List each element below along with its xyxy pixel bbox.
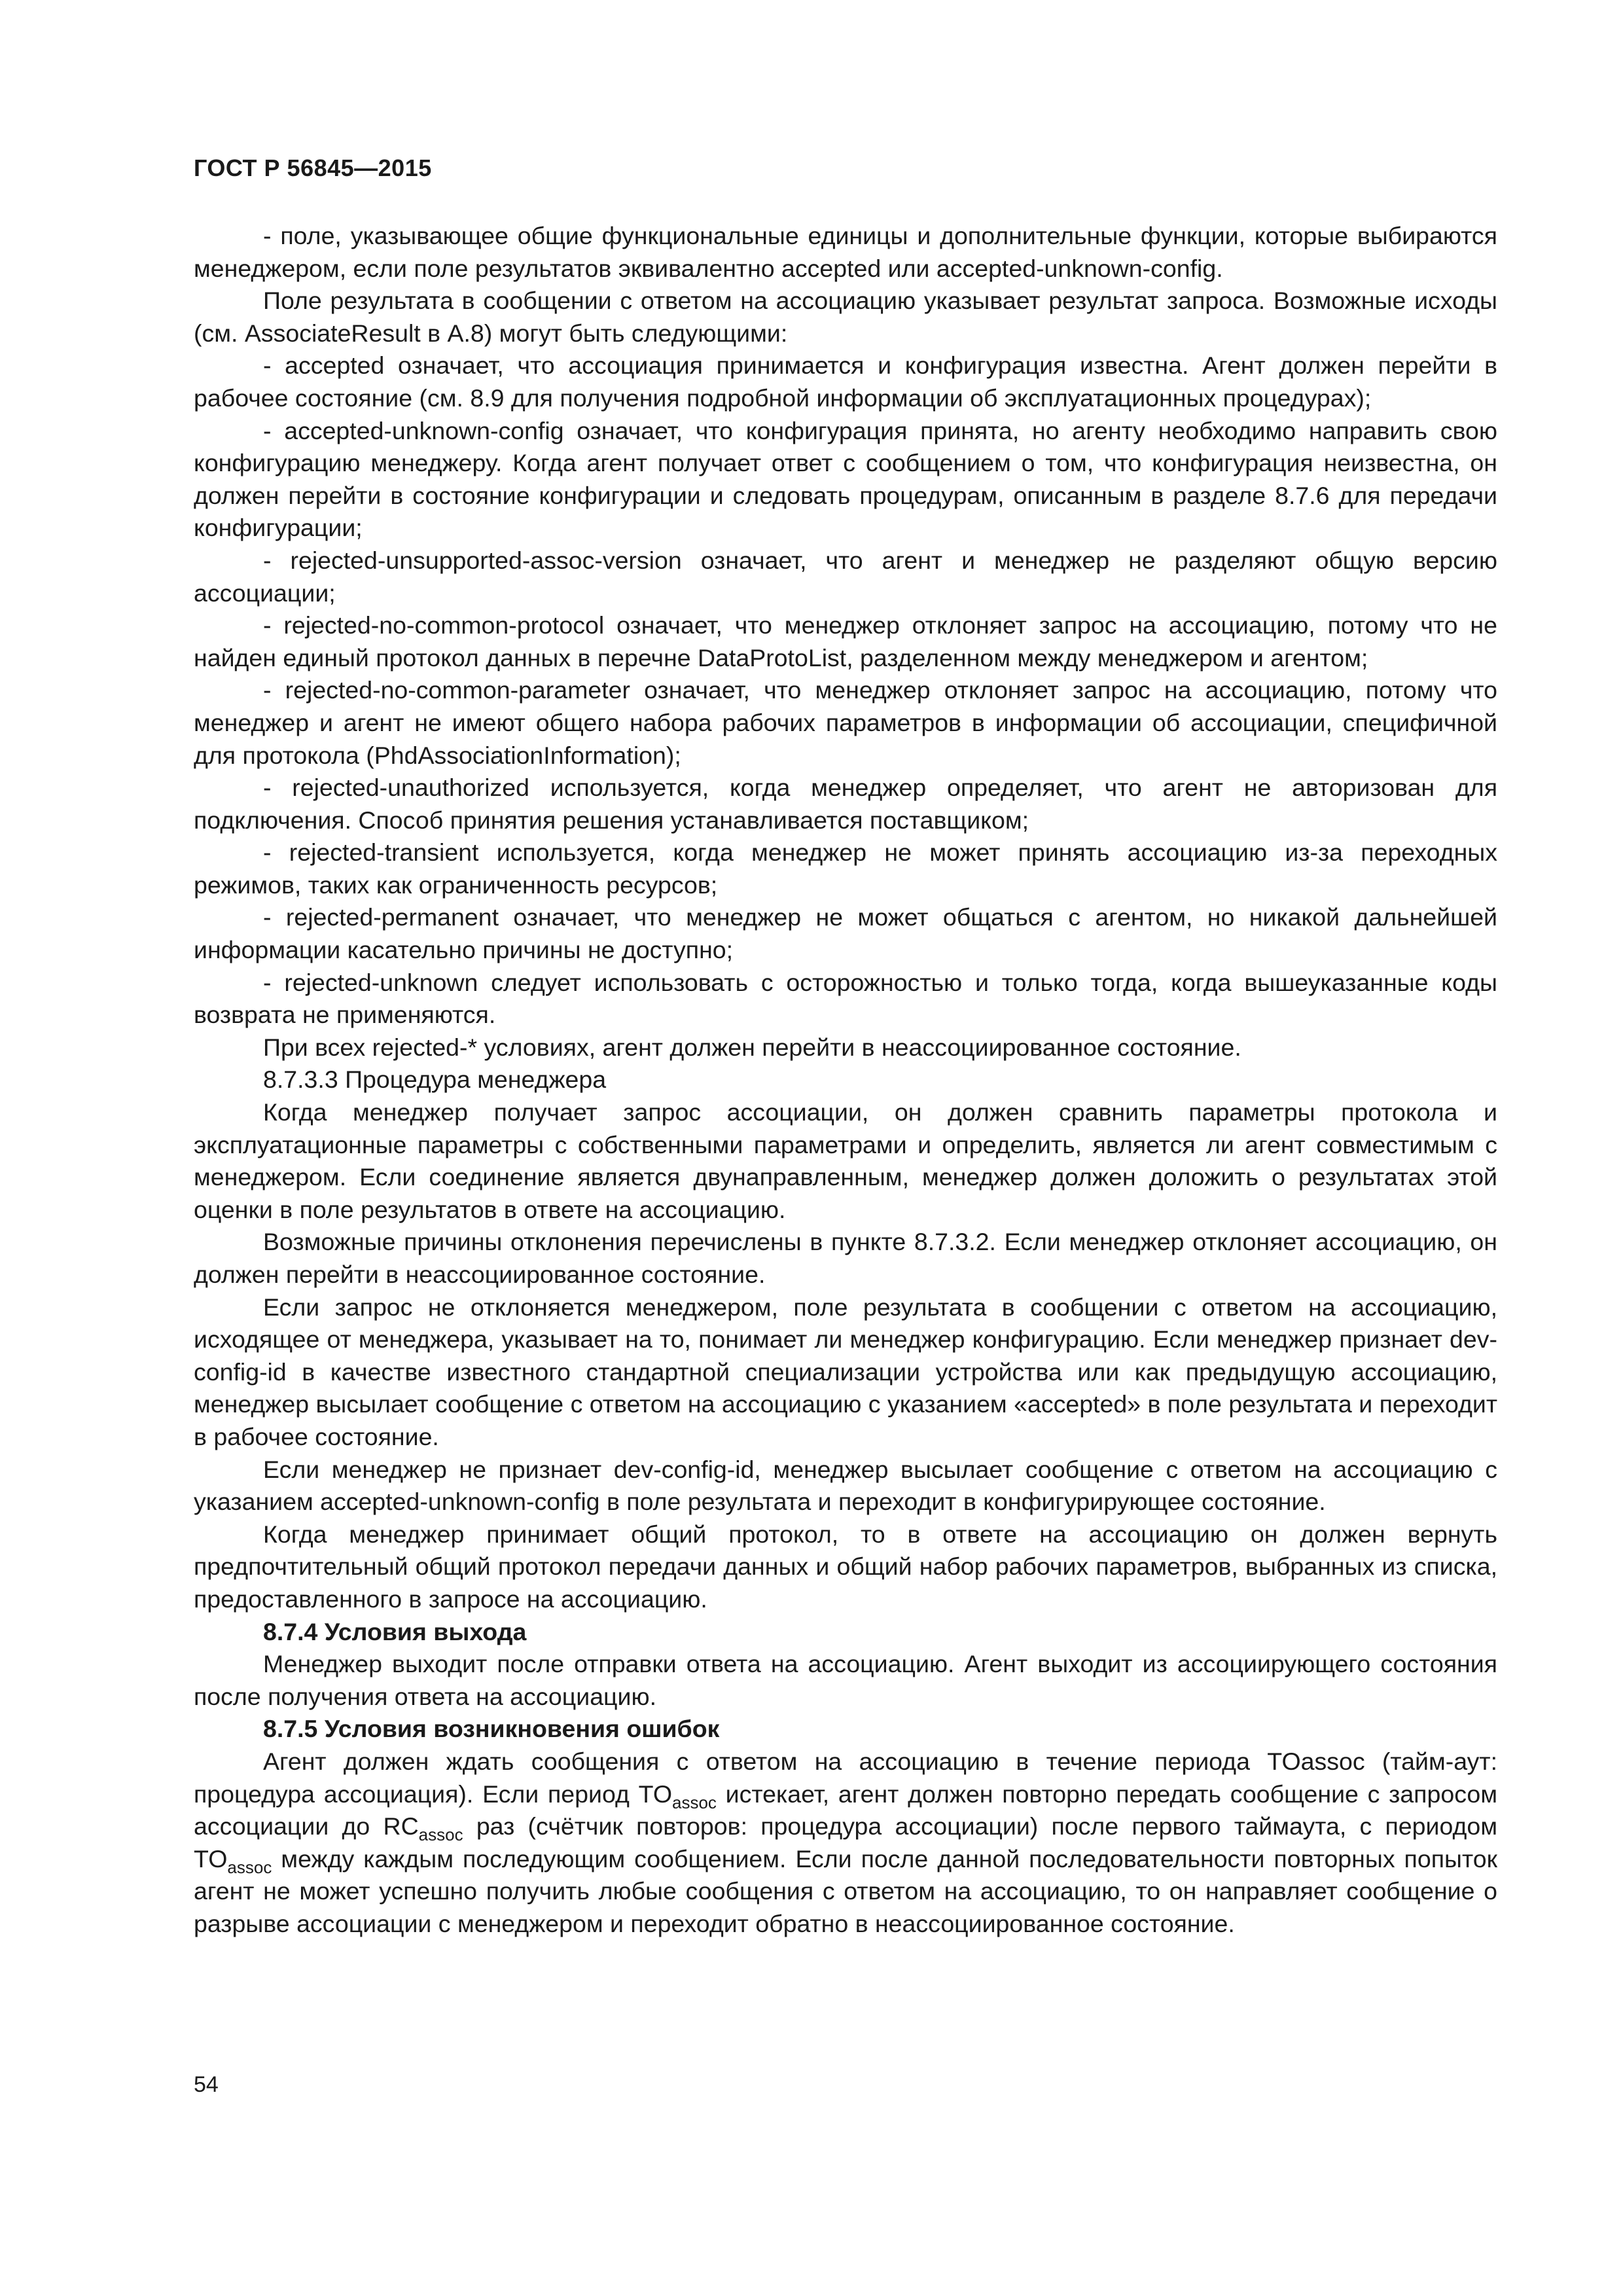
paragraph-rejected-permanent: - rejected-permanent означает, что менеджер не может общаться с агентом, но никакой дальнейшей информации касательно причины не доступно; [194,903,1497,964]
section-heading-8-7-3-3: 8.7.3.3 Процедура менеджера [263,1066,607,1094]
error-text-3: раз (счётчик повторов: процедура ассоциации) после первого таймаута, с периодом TO [194,1812,1497,1873]
paragraph-error-conditions [194,1746,1497,1941]
document-header: ГОСТ Р 56845—2015 [194,154,432,181]
paragraph-rejected-all: При всех rejected-* условиях, агент должен перейти в неассоциированное состояние. [263,1033,1241,1061]
paragraph-functional-units: - поле, указывающее общие функциональные единицы и дополнительные функции, которые выбираются менеджером, если поле результатов эквивалентно accepted или accepted-unknown-config. [194,222,1497,282]
paragraph-accepted-unknown-config: - accepted-unknown-config означает, что конфигурация принята, но агенту необходимо направить свою конфигурацию менеджеру. Когда агент получает ответ с сообщением о том, что конфигурация неизвестна, он должен перейти в состояние конфигурации и следовать процедурам, описанным в разделе 8.7.6 для передачи конфигурации; [194,416,1497,542]
section-heading-8-7-4: 8.7.4 Условия выхода [263,1617,527,1645]
paragraph-rejected-unsupported-version: - rejected-unsupported-assoc-version означает, что агент и менеджер не разделяют общую версию ассоциации; [194,546,1497,607]
paragraph-rejected-unknown: - rejected-unknown следует использовать с осторожностью и только тогда, когда вышеуказанные коды возврата не применяются. [194,968,1497,1029]
error-text-2: истекает, агент должен повторно передать сообщение с запросом ассоциации до RC [194,1780,1497,1840]
paragraph-rejected-transient: - rejected-transient используется, когда менеджер не может принять ассоциацию из-за переходных режимов, таких как ограниченность ресурсов; [194,838,1497,899]
paragraph-exit-conditions: Менеджер выходит после отправки ответа на ассоциацию. Агент выходит из ассоциирующего состояния после получения ответа на ассоциацию. [194,1650,1497,1710]
paragraph-accepted: - accepted означает, что ассоциация принимается и конфигурация известна. Агент должен перейти в рабочее состояние (см. 8.9 для получения подробной информации об эксплуатационных процедурах); [194,351,1497,412]
error-text-4: между каждым последующим сообщением. Если после данной последовательности повторных попыток агент не может успешно получить любые сообщения с ответом на ассоциацию, то он направляет сообщение о разрыве ассоциации с менеджером и переходит обратно в неассоциированное состояние. [194,1844,1497,1937]
paragraph-rejection-reasons: Возможные причины отклонения перечислены в пункте 8.7.3.2. Если менеджер отклоняет ассоциацию, он должен перейти в неассоциированное состояние. [194,1228,1497,1288]
page-number: 54 [194,2072,219,2097]
paragraph-rejected-no-common-protocol: - rejected-no-common-protocol означает, что менеджер отклоняет запрос на ассоциацию, потому что не найден единый протокол данных в перечне DataProtoList, разделенном между менеджером и агентом; [194,611,1497,672]
subscript-assoc-2: assoc [418,1825,463,1845]
document-body [194,220,1497,1940]
paragraph-rejected-no-common-parameter: - rejected-no-common-parameter означает, что менеджер отклоняет запрос на ассоциацию, потому что менеджер и агент не имеют общего набора рабочих параметров в информации об ассоциации, специфичной для протокола (PhdAssociationInformation); [194,676,1497,769]
section-heading-8-7-5: 8.7.5 Условия возникновения ошибок [263,1715,720,1743]
subscript-assoc-3: assoc [227,1857,272,1877]
paragraph-not-rejected: Если запрос не отклоняется менеджером, поле результата в сообщении с ответом на ассоциацию, исходящее от менеджера, указывает на то, понимает ли менеджер конфигурацию. Если менеджер признает dev-config-id в качестве известного стандартной специализации устройства или как предыдущую ассоциацию, менеджер высылает сообщение с ответом на ассоциацию с указанием «accepted» в поле результата и переходит в рабочее состояние. [194,1293,1497,1450]
paragraph-unknown-config: Если менеджер не признает dev-config-id, менеджер высылает сообщение с ответом на ассоциацию с указанием accepted-unknown-config в поле результата и переходит в конфигурирующее состояние. [194,1455,1497,1516]
paragraph-common-protocol: Когда менеджер принимает общий протокол, то в ответе на ассоциацию он должен вернуть предпочтительный общий протокол передачи данных и общий набор рабочих параметров, выбранных из списка, предоставленного в запросе на ассоциацию. [194,1520,1497,1613]
paragraph-manager-receives: Когда менеджер получает запрос ассоциации, он должен сравнить параметры протокола и эксплуатационные параметры с собственными параметрами и определить, является ли агент совместимым с менеджером. Если соединение является двунаправленным, менеджер должен доложить о результатах этой оценки в поле результатов в ответе на ассоциацию. [194,1098,1497,1223]
paragraph-result-field: Поле результата в сообщении с ответом на ассоциацию указывает результат запроса. Возможные исходы (см. AssociateResult в A.8) могут быть следующими: [194,287,1497,347]
paragraph-rejected-unauthorized: - rejected-unauthorized используется, когда менеджер определяет, что агент не авторизован для подключения. Способ принятия решения устанавливается поставщиком; [194,774,1497,834]
error-text-1: Агент должен ждать сообщения с ответом на ассоциацию в течение периода TOassoc (тайм-аут: процедура ассоциация). Если период TO [194,1747,1497,1808]
subscript-assoc-1: assoc [672,1792,717,1812]
